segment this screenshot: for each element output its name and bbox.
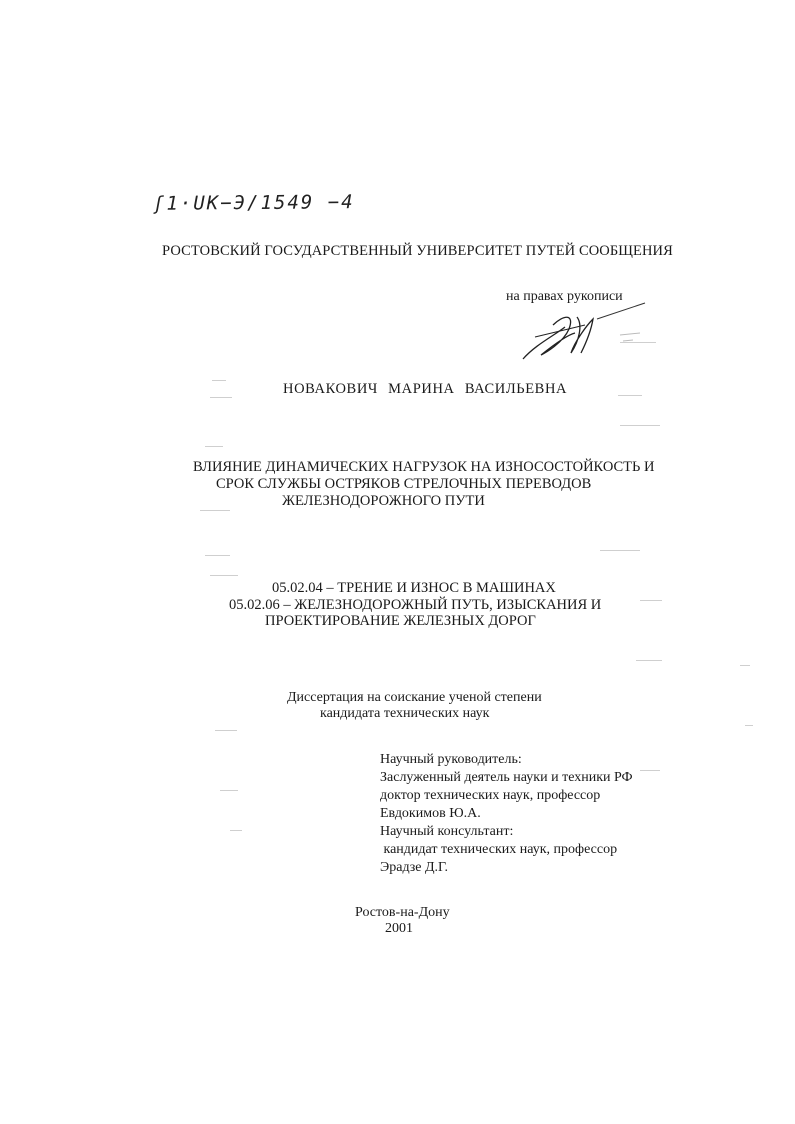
handwritten-archive-code: ʃ1·UK−Э/1549 −4 (152, 191, 355, 215)
consultant-heading: Научный консультант: (380, 824, 514, 839)
specialty-2-continued: ПРОЕКТИРОВАНИЕ ЖЕЛЕЗНЫХ ДОРОГ (265, 613, 536, 629)
dissertation-line-2: кандидата технических наук (320, 706, 490, 721)
title-line-1: ВЛИЯНИЕ ДИНАМИЧЕСКИХ НАГРУЗОК НА ИЗНОСОСТОЙКОСТЬ И (193, 459, 655, 475)
rights-note: на правах рукописи (506, 289, 623, 304)
year: 2001 (385, 921, 413, 936)
title-line-3: ЖЕЛЕЗНОДОРОЖНОГО ПУТИ (282, 493, 485, 509)
consultant-name: Эрадзе Д.Г. (380, 860, 449, 875)
university-name: РОСТОВСКИЙ ГОСУДАРСТВЕННЫЙ УНИВЕРСИТЕТ ПУТЕЙ СООБЩЕНИЯ (162, 243, 673, 259)
specialty-2: 05.02.06 – ЖЕЛЕЗНОДОРОЖНЫЙ ПУТЬ, ИЗЫСКАНИЯ И (229, 597, 602, 613)
city: Ростов-на-Дону (355, 905, 450, 920)
supervisor-honor: Заслуженный деятель науки и техники РФ (380, 770, 633, 785)
specialty-1: 05.02.04 – ТРЕНИЕ И ИЗНОС В МАШИНАХ (272, 580, 556, 596)
consultant-degree: кандидат технических наук, профессор (380, 842, 618, 857)
supervisor-heading: Научный руководитель: (380, 752, 522, 767)
supervisor-degree: доктор технических наук, профессор (380, 788, 601, 803)
dissertation-line-1: Диссертация на соискание ученой степени (287, 690, 542, 705)
title-line-2: СРОК СЛУЖБЫ ОСТРЯКОВ СТРЕЛОЧНЫХ ПЕРЕВОДОВ (216, 476, 592, 492)
supervisor-name: Евдокимов Ю.А. (380, 806, 481, 821)
author-name: НОВАКОВИЧ МАРИНА ВАСИЛЬЕВНА (283, 381, 568, 397)
